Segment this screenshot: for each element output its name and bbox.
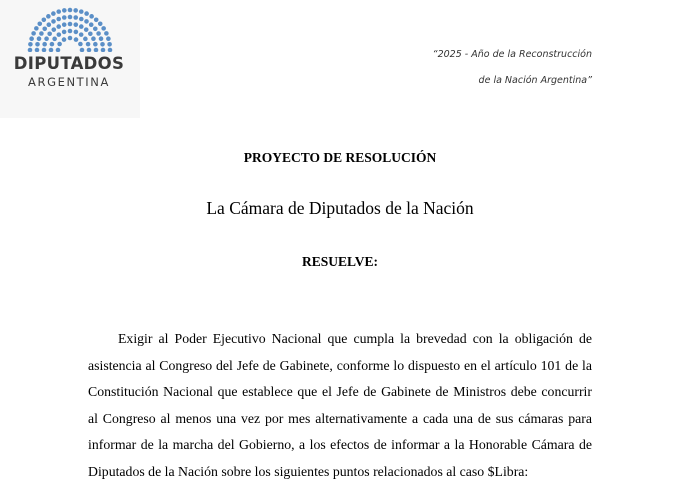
hemicycle-seat: [79, 9, 84, 14]
hemicycle-seat: [73, 8, 78, 13]
hemicycle-seat: [62, 37, 67, 42]
body-line: informar de la marcha del Gobierno, a los efectos de informar a la Honorable Cámara de: [88, 437, 592, 452]
hemicycle-seat: [50, 42, 55, 47]
hemicycle-seat: [35, 42, 40, 47]
hemicycle-seat: [47, 31, 52, 36]
hemicycle-seat: [74, 30, 79, 35]
diputados-logo: [0, 0, 140, 118]
body-line: Diputados de la Nación sobre los siguientes puntos relacionados al caso $Libra:: [88, 463, 529, 479]
hemicycle-seat: [62, 30, 67, 35]
hemicycle-seat: [88, 31, 93, 36]
resolution-verb: RESUELVE:: [301, 254, 379, 269]
hemicycle-seat: [101, 26, 106, 31]
document-type: PROYECTO DE RESOLUCIÓN: [243, 150, 437, 165]
hemicycle-seat: [42, 48, 47, 52]
hemicycle-seat: [78, 42, 83, 47]
hemicycle-seat: [100, 42, 105, 47]
resolution-body: [88, 326, 592, 485]
hemicycle-seat: [28, 42, 33, 47]
hemicycle-seat: [86, 42, 91, 47]
hemicycle-seat: [37, 22, 42, 27]
body-line: Exigir al Poder Ejecutivo Nacional que cumpla la brevedad con la obligación de: [118, 331, 592, 346]
hemicycle-seat: [28, 48, 33, 52]
hemicycle-seat: [89, 14, 94, 19]
hemicycle-seat: [56, 24, 61, 29]
hemicycle-seat: [31, 31, 36, 36]
hemicycle-seat: [73, 22, 78, 27]
hemicycle-seat: [62, 15, 67, 20]
hemicycle-seat: [35, 48, 40, 52]
hemicycle-seat: [68, 8, 73, 13]
hemicycle-seat: [89, 22, 94, 27]
hemicycle-seat: [106, 36, 111, 41]
hemicycle-seat: [104, 31, 109, 36]
hemicycle-seat: [79, 32, 84, 37]
hemicycle-seat: [93, 42, 98, 47]
hemicycle-seat: [44, 36, 49, 41]
hemicycle-seat: [56, 9, 61, 14]
logo-name: DIPUTADOS: [13, 54, 125, 73]
hemicycle-seat: [91, 36, 96, 41]
hemicycle-seat: [62, 8, 67, 13]
hemicycle-seat: [79, 17, 84, 22]
hemicycle-seat: [52, 37, 57, 42]
motto-line: de la Nación Argentina”: [478, 75, 592, 86]
hemicycle-seat: [99, 36, 104, 41]
hemicycle-seat: [34, 26, 39, 31]
hemicycle-seat: [56, 17, 61, 22]
hemicycle-seat: [80, 48, 85, 52]
hemicycle-seat: [42, 17, 47, 22]
hemicycle-seat: [51, 19, 56, 24]
body-line: al Congreso al menos una vez por mes alternativamente a cada una de sus cámaras para: [88, 410, 592, 426]
hemicycle-seat: [51, 11, 56, 16]
hemicycle-seat: [83, 37, 88, 42]
hemicycle-seat: [79, 24, 84, 29]
hemicycle-seat: [101, 48, 106, 52]
hemicycle-icon: [26, 6, 114, 52]
body-line: Constitución Nacional que establece que el Jefe de Gabinete de Ministros debe concurrir: [88, 384, 592, 399]
hemicycle-seat: [46, 14, 51, 19]
hemicycle-seat: [93, 26, 98, 31]
hemicycle-seat: [51, 27, 56, 32]
hemicycle-seat: [68, 22, 73, 27]
hemicycle-seat: [42, 42, 47, 47]
hemicycle-seat: [42, 26, 47, 31]
body-line: asistencia al Congreso del Jefe de Gabinete, conforme lo dispuesto en el artículo 101 de la: [88, 357, 592, 373]
hemicycle-seat: [74, 37, 79, 42]
hemicycle-seat: [107, 42, 112, 47]
hemicycle-seat: [46, 22, 51, 27]
hemicycle-seat: [84, 27, 89, 32]
chamber-heading: La Cámara de Diputados de la Nación: [206, 198, 474, 218]
hemicycle-seat: [56, 48, 61, 52]
hemicycle-seat: [84, 11, 89, 16]
hemicycle-seat: [108, 48, 113, 52]
hemicycle-seat: [87, 48, 92, 52]
hemicycle-seat: [73, 15, 78, 20]
hemicycle-seat: [94, 17, 99, 22]
hemicycle-seat: [94, 48, 99, 52]
hemicycle-seat: [68, 36, 73, 41]
hemicycle-seat: [96, 31, 101, 36]
hemicycle-seat: [62, 22, 67, 27]
hemicycle-seat: [68, 15, 73, 20]
year-motto: [292, 42, 592, 94]
hemicycle-seat: [68, 29, 73, 34]
hemicycle-seat: [84, 19, 89, 24]
motto-line: “2025 - Año de la Reconstrucción: [432, 49, 592, 60]
hemicycle-seat: [37, 36, 42, 41]
hemicycle-seat: [98, 22, 103, 27]
hemicycle-seat: [29, 36, 34, 41]
hemicycle-seat: [39, 31, 44, 36]
hemicycle-seat: [49, 48, 54, 52]
hemicycle-seat: [57, 32, 62, 37]
logo-country: ARGENTINA: [28, 75, 110, 89]
hemicycle-seat: [57, 42, 62, 47]
